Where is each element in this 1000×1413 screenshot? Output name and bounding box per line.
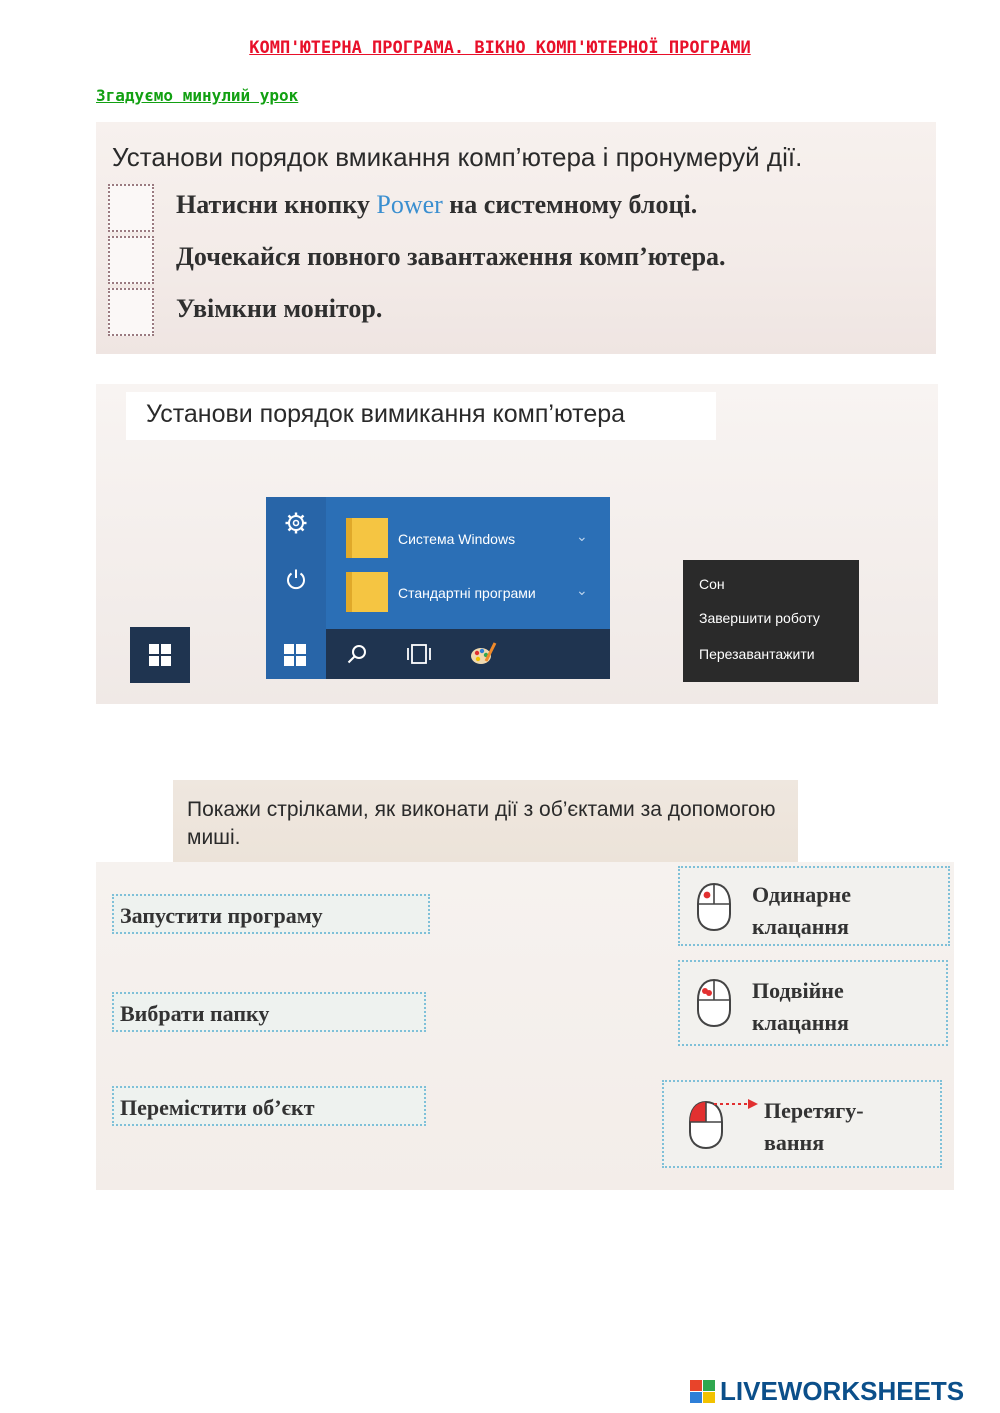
power-menu-item-shutdown[interactable]: Завершити роботу <box>699 610 820 626</box>
step-text-2: Дочекайся повного завантаження комп’ютера. <box>176 242 726 271</box>
power-off-heading: Установи порядок вимикання комп’ютера <box>146 400 626 428</box>
windows-logo-icon[interactable] <box>284 644 306 666</box>
power-word: Power <box>376 190 443 219</box>
power-menu-item-restart[interactable]: Перезавантажити <box>699 646 815 662</box>
single-click-label-line1: Одинарне <box>752 882 851 907</box>
start-menu-item-accessories[interactable]: Стандартні програми <box>398 585 536 601</box>
page-title: КОМП'ЮТЕРНА ПРОГРАМА. ВІКНО КОМП'ЮТЕРНОЇ ПРОГРАМИ <box>249 38 751 58</box>
power-icon[interactable] <box>284 567 308 591</box>
double-click-label-line1: Подвійне <box>752 978 844 1003</box>
step-text-3: Увімкни монітор. <box>176 294 383 323</box>
mouse-exercise-banner <box>173 780 798 862</box>
windows-logo-icon <box>149 644 171 666</box>
single-click-label-line2: клацання <box>752 914 849 939</box>
mouse-icon <box>694 880 734 934</box>
drag-card[interactable] <box>662 1080 942 1168</box>
folder-icon <box>346 572 388 612</box>
drag-label-line1: Перетягу- <box>764 1098 864 1123</box>
single-click-card[interactable] <box>678 866 950 946</box>
task-view-icon[interactable] <box>406 643 432 665</box>
action-move-object[interactable]: Перемістити об’єкт <box>112 1086 426 1126</box>
step-text-1 <box>176 190 697 220</box>
power-off-exercise <box>96 384 938 704</box>
start-menu-item-windows-system[interactable]: Система Windows <box>398 531 516 547</box>
step-text-1-part: Натисни кнопку <box>176 190 377 219</box>
drag-label-line2: вання <box>764 1130 825 1155</box>
paint-icon[interactable] <box>468 639 498 669</box>
start-menu-sidebar <box>266 497 326 679</box>
action-launch-program[interactable]: Запустити програму <box>112 894 430 934</box>
gear-icon[interactable] <box>284 511 308 535</box>
double-click-card[interactable] <box>678 960 948 1046</box>
start-button[interactable] <box>130 627 190 683</box>
double-click-label-line2: клацання <box>752 1010 849 1035</box>
liveworksheets-logo[interactable] <box>690 1376 990 1408</box>
step-number-box-2[interactable] <box>108 236 154 284</box>
step-number-box-1[interactable] <box>108 184 154 232</box>
folder-icon <box>346 518 388 558</box>
taskbar <box>326 629 610 679</box>
chevron-down-icon[interactable]: ⌄ <box>576 583 588 599</box>
drag-mouse-icon <box>684 1092 764 1154</box>
mouse-exercise-heading: Покажи стрілками, як виконати дії з об’єктами за допомогою миші. <box>187 798 776 849</box>
power-menu-item-sleep[interactable]: Сон <box>699 576 725 592</box>
logo-cubes-icon <box>690 1380 718 1404</box>
mouse-exercise <box>96 862 954 1190</box>
mouse-icon <box>694 976 734 1030</box>
power-on-heading: Установи порядок вмикання комп’ютера і пронумеруй дії. <box>112 142 803 172</box>
chevron-down-icon[interactable]: ⌄ <box>576 529 588 545</box>
page-subtitle: Згадуємо минулий урок <box>96 86 299 105</box>
power-on-exercise <box>96 122 936 354</box>
power-options-menu <box>683 560 859 682</box>
logo-text: LIVEWORKSHEETS <box>720 1376 965 1406</box>
search-icon[interactable] <box>346 643 368 665</box>
step-number-box-3[interactable] <box>108 288 154 336</box>
step-text-1-rest: на системному блоці. <box>442 190 698 219</box>
action-select-folder[interactable]: Вибрати папку <box>112 992 426 1032</box>
